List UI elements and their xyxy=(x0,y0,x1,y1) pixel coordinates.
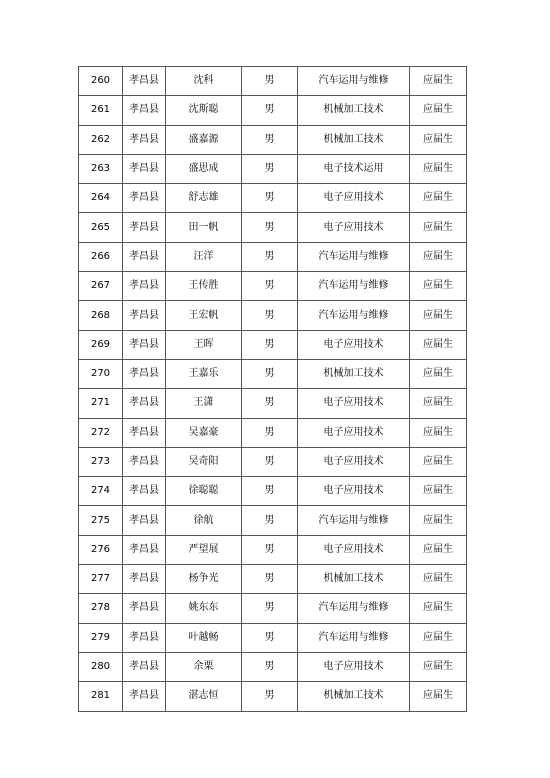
cell-student-name: 杨争光 xyxy=(166,565,242,594)
table-row xyxy=(79,272,467,301)
cell-student-type: 应届生 xyxy=(410,477,467,506)
cell-student-name: 汪洋 xyxy=(166,242,242,271)
table-row xyxy=(79,67,467,96)
cell-student-name: 田一帆 xyxy=(166,213,242,242)
cell-student-type: 应届生 xyxy=(410,125,467,154)
table-row xyxy=(79,389,467,418)
cell-county: 孝昌县 xyxy=(123,506,166,535)
cell-serial-number: 272 xyxy=(79,418,123,447)
cell-county: 孝昌县 xyxy=(123,652,166,681)
table-row xyxy=(79,301,467,330)
cell-serial-number: 263 xyxy=(79,154,123,183)
cell-student-type: 应届生 xyxy=(410,652,467,681)
cell-major: 汽车运用与维修 xyxy=(298,594,410,623)
cell-student-name: 盛思成 xyxy=(166,154,242,183)
cell-gender: 男 xyxy=(242,652,298,681)
cell-student-type: 应届生 xyxy=(410,330,467,359)
cell-student-name: 沈斯聪 xyxy=(166,96,242,125)
cell-gender: 男 xyxy=(242,125,298,154)
table-row xyxy=(79,418,467,447)
cell-major: 机械加工技术 xyxy=(298,96,410,125)
cell-serial-number: 281 xyxy=(79,682,123,711)
cell-county: 孝昌县 xyxy=(123,330,166,359)
cell-serial-number: 260 xyxy=(79,67,123,96)
cell-gender: 男 xyxy=(242,594,298,623)
cell-student-type: 应届生 xyxy=(410,359,467,388)
cell-serial-number: 261 xyxy=(79,96,123,125)
cell-student-type: 应届生 xyxy=(410,418,467,447)
table-row xyxy=(79,330,467,359)
table-row xyxy=(79,506,467,535)
cell-gender: 男 xyxy=(242,184,298,213)
cell-student-name: 王晖 xyxy=(166,330,242,359)
cell-major: 电子应用技术 xyxy=(298,213,410,242)
table-row xyxy=(79,96,467,125)
cell-county: 孝昌县 xyxy=(123,594,166,623)
cell-student-type: 应届生 xyxy=(410,184,467,213)
cell-gender: 男 xyxy=(242,301,298,330)
cell-serial-number: 265 xyxy=(79,213,123,242)
cell-student-type: 应届生 xyxy=(410,682,467,711)
cell-student-name: 严望展 xyxy=(166,535,242,564)
cell-county: 孝昌县 xyxy=(123,535,166,564)
cell-major: 电子应用技术 xyxy=(298,535,410,564)
cell-serial-number: 280 xyxy=(79,652,123,681)
table-row xyxy=(79,477,467,506)
cell-student-name: 沈科 xyxy=(166,67,242,96)
cell-student-type: 应届生 xyxy=(410,389,467,418)
cell-major: 电子应用技术 xyxy=(298,418,410,447)
cell-student-type: 应届生 xyxy=(410,96,467,125)
cell-gender: 男 xyxy=(242,477,298,506)
cell-county: 孝昌县 xyxy=(123,67,166,96)
cell-serial-number: 277 xyxy=(79,565,123,594)
cell-gender: 男 xyxy=(242,213,298,242)
cell-major: 汽车运用与维修 xyxy=(298,623,410,652)
table-row xyxy=(79,565,467,594)
cell-county: 孝昌县 xyxy=(123,682,166,711)
cell-gender: 男 xyxy=(242,272,298,301)
cell-gender: 男 xyxy=(242,418,298,447)
cell-student-type: 应届生 xyxy=(410,594,467,623)
cell-student-name: 王潇 xyxy=(166,389,242,418)
cell-serial-number: 270 xyxy=(79,359,123,388)
cell-serial-number: 279 xyxy=(79,623,123,652)
cell-gender: 男 xyxy=(242,565,298,594)
cell-county: 孝昌县 xyxy=(123,389,166,418)
cell-student-type: 应届生 xyxy=(410,242,467,271)
table-body xyxy=(79,67,467,712)
cell-serial-number: 268 xyxy=(79,301,123,330)
cell-major: 电子应用技术 xyxy=(298,389,410,418)
cell-major: 电子应用技术 xyxy=(298,447,410,476)
table-row xyxy=(79,154,467,183)
cell-student-type: 应届生 xyxy=(410,67,467,96)
cell-student-name: 舒志雄 xyxy=(166,184,242,213)
table-row xyxy=(79,682,467,711)
cell-student-name: 盛嘉源 xyxy=(166,125,242,154)
cell-serial-number: 275 xyxy=(79,506,123,535)
cell-student-type: 应届生 xyxy=(410,272,467,301)
table-row xyxy=(79,535,467,564)
table-row xyxy=(79,125,467,154)
cell-serial-number: 271 xyxy=(79,389,123,418)
cell-student-type: 应届生 xyxy=(410,623,467,652)
cell-county: 孝昌县 xyxy=(123,96,166,125)
cell-gender: 男 xyxy=(242,154,298,183)
cell-student-type: 应届生 xyxy=(410,506,467,535)
cell-county: 孝昌县 xyxy=(123,184,166,213)
cell-student-type: 应届生 xyxy=(410,213,467,242)
cell-gender: 男 xyxy=(242,623,298,652)
cell-student-type: 应届生 xyxy=(410,301,467,330)
cell-major: 电子应用技术 xyxy=(298,477,410,506)
cell-serial-number: 266 xyxy=(79,242,123,271)
table-row xyxy=(79,447,467,476)
cell-county: 孝昌县 xyxy=(123,272,166,301)
cell-serial-number: 273 xyxy=(79,447,123,476)
cell-student-name: 徐聪聪 xyxy=(166,477,242,506)
cell-student-type: 应届生 xyxy=(410,565,467,594)
cell-student-type: 应届生 xyxy=(410,447,467,476)
cell-serial-number: 262 xyxy=(79,125,123,154)
cell-gender: 男 xyxy=(242,242,298,271)
cell-student-name: 吴嘉豪 xyxy=(166,418,242,447)
cell-county: 孝昌县 xyxy=(123,447,166,476)
cell-major: 电子技术运用 xyxy=(298,154,410,183)
cell-serial-number: 274 xyxy=(79,477,123,506)
cell-county: 孝昌县 xyxy=(123,418,166,447)
cell-major: 机械加工技术 xyxy=(298,359,410,388)
cell-gender: 男 xyxy=(242,535,298,564)
cell-major: 汽车运用与维修 xyxy=(298,242,410,271)
cell-major: 汽车运用与维修 xyxy=(298,272,410,301)
cell-gender: 男 xyxy=(242,67,298,96)
cell-county: 孝昌县 xyxy=(123,623,166,652)
cell-major: 机械加工技术 xyxy=(298,565,410,594)
table-row xyxy=(79,652,467,681)
cell-gender: 男 xyxy=(242,330,298,359)
table-row xyxy=(79,213,467,242)
cell-student-name: 叶越畅 xyxy=(166,623,242,652)
cell-student-name: 王传胜 xyxy=(166,272,242,301)
cell-major: 电子应用技术 xyxy=(298,330,410,359)
cell-gender: 男 xyxy=(242,506,298,535)
cell-gender: 男 xyxy=(242,389,298,418)
student-roster-table xyxy=(78,66,467,712)
cell-major: 汽车运用与维修 xyxy=(298,506,410,535)
cell-student-name: 王嘉乐 xyxy=(166,359,242,388)
cell-major: 汽车运用与维修 xyxy=(298,301,410,330)
cell-serial-number: 276 xyxy=(79,535,123,564)
table-row xyxy=(79,184,467,213)
table-row xyxy=(79,623,467,652)
cell-student-name: 湛志恒 xyxy=(166,682,242,711)
cell-student-name: 王宏帆 xyxy=(166,301,242,330)
cell-student-type: 应届生 xyxy=(410,535,467,564)
table-row xyxy=(79,242,467,271)
cell-county: 孝昌县 xyxy=(123,359,166,388)
cell-county: 孝昌县 xyxy=(123,213,166,242)
cell-gender: 男 xyxy=(242,682,298,711)
cell-student-type: 应届生 xyxy=(410,154,467,183)
cell-major: 机械加工技术 xyxy=(298,125,410,154)
cell-student-name: 姚东东 xyxy=(166,594,242,623)
cell-major: 汽车运用与维修 xyxy=(298,67,410,96)
cell-gender: 男 xyxy=(242,447,298,476)
cell-student-name: 余栗 xyxy=(166,652,242,681)
table-row xyxy=(79,594,467,623)
cell-county: 孝昌县 xyxy=(123,154,166,183)
cell-county: 孝昌县 xyxy=(123,565,166,594)
cell-major: 机械加工技术 xyxy=(298,682,410,711)
cell-serial-number: 269 xyxy=(79,330,123,359)
cell-county: 孝昌县 xyxy=(123,125,166,154)
cell-student-name: 吴奇阳 xyxy=(166,447,242,476)
cell-serial-number: 264 xyxy=(79,184,123,213)
cell-serial-number: 278 xyxy=(79,594,123,623)
cell-major: 电子应用技术 xyxy=(298,652,410,681)
cell-county: 孝昌县 xyxy=(123,477,166,506)
cell-major: 电子应用技术 xyxy=(298,184,410,213)
cell-serial-number: 267 xyxy=(79,272,123,301)
table-row xyxy=(79,359,467,388)
cell-gender: 男 xyxy=(242,359,298,388)
cell-gender: 男 xyxy=(242,96,298,125)
cell-county: 孝昌县 xyxy=(123,242,166,271)
cell-student-name: 徐航 xyxy=(166,506,242,535)
cell-county: 孝昌县 xyxy=(123,301,166,330)
